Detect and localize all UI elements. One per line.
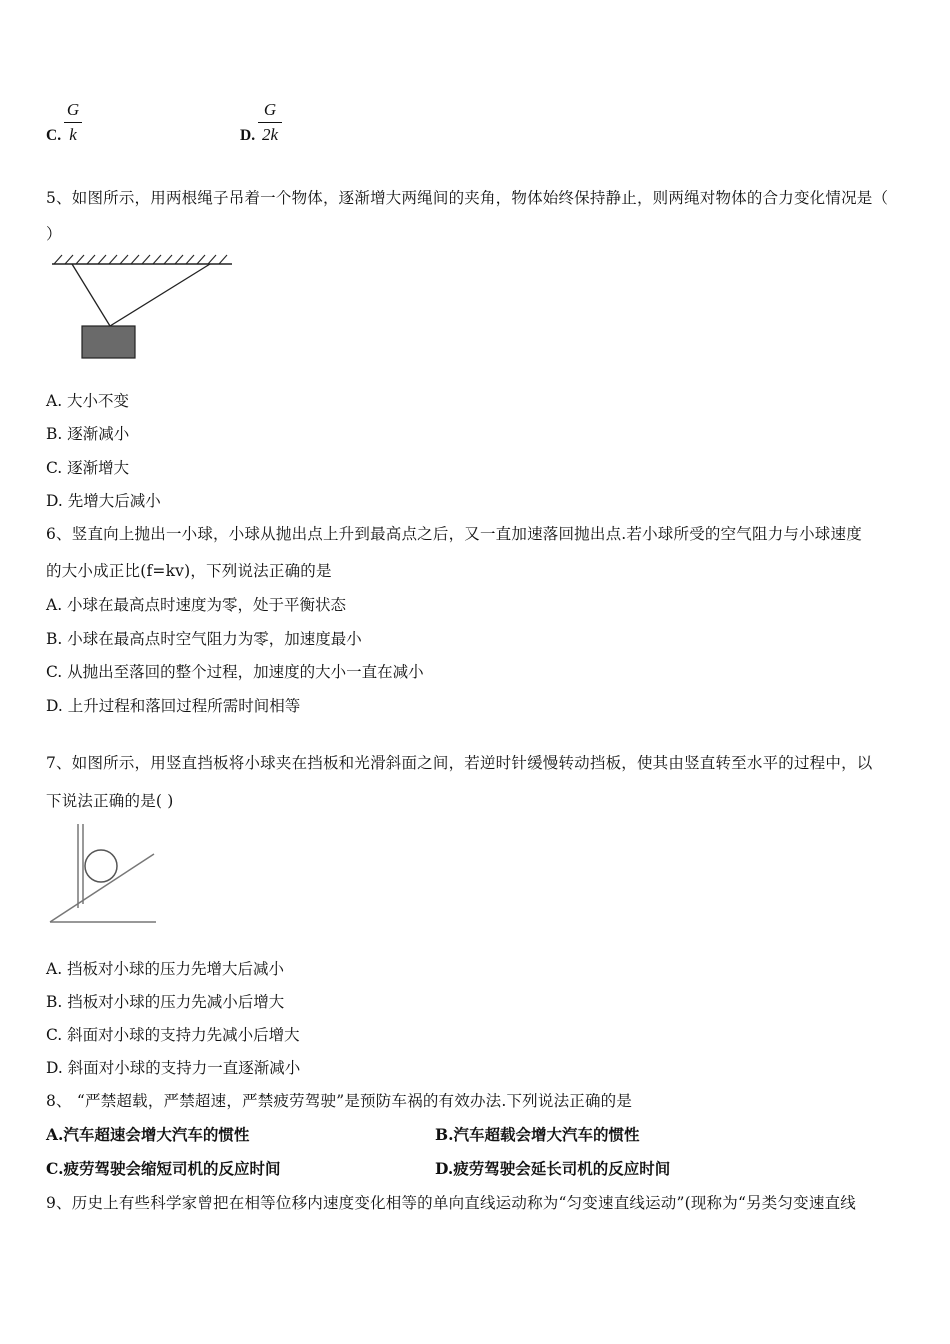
q5-option-d: D. 先增大后减小 bbox=[46, 492, 161, 510]
q8-option-c: C.疲劳驾驶会缩短司机的反应时间 bbox=[46, 1159, 281, 1178]
q6-option-c: C. 从抛出至落回的整个过程，加速度的大小一直在减小 bbox=[46, 663, 424, 681]
q6-stem-line2: 的大小成正比(f=kv)，下列说法正确的是 bbox=[46, 562, 332, 580]
q8-stem: 8、 “严禁超载，严禁超速，严禁疲劳驾驶”是预防车祸的有效办法.下列说法正确的是 bbox=[46, 1092, 633, 1110]
option-d-denominator: 2k bbox=[261, 125, 279, 144]
q7-option-b: B. 挡板对小球的压力先减小后增大 bbox=[46, 993, 285, 1011]
q7-option-a: A. 挡板对小球的压力先增大后减小 bbox=[46, 960, 285, 978]
q6-option-d: D. 上升过程和落回过程所需时间相等 bbox=[46, 697, 301, 715]
option-d-numerator: G bbox=[263, 100, 277, 119]
q6-option-a: A. 小球在最高点时速度为零，处于平衡状态 bbox=[46, 596, 347, 614]
q5-stem-line2: ） bbox=[46, 225, 62, 243]
q8-option-b: B.汽车超载会增大汽车的惯性 bbox=[435, 1125, 640, 1144]
ball-incline-diagram bbox=[46, 820, 162, 928]
q6-option-b: B. 小球在最高点时空气阻力为零，加速度最小 bbox=[46, 630, 362, 648]
q5-option-a: A. 大小不变 bbox=[46, 392, 130, 410]
q8-option-a: A.汽车超速会增大汽车的惯性 bbox=[46, 1125, 250, 1144]
option-d-label: D. bbox=[240, 127, 256, 144]
q5-stem-line1: 5、如图所示，用两根绳子吊着一个物体，逐渐增大两绳间的夹角，物体始终保持静止，则两绳对物体的合力变化情况是（ bbox=[46, 189, 889, 207]
option-c-fraction bbox=[64, 100, 82, 145]
q8-option-d: D.疲劳驾驶会延长司机的反应时间 bbox=[435, 1159, 671, 1178]
q7-stem-line1: 7、如图所示，用竖直挡板将小球夹在挡板和光滑斜面之间，若逆时针缓慢转动挡板，使其由竖直转至水平的过程中，以 bbox=[46, 754, 873, 772]
q7-option-d: D. 斜面对小球的支持力一直逐渐减小 bbox=[46, 1059, 301, 1077]
q5-option-c: C. 逐渐增大 bbox=[46, 459, 130, 477]
option-c-numerator: G bbox=[66, 100, 80, 119]
option-c-label: C. bbox=[46, 127, 62, 144]
q5-option-b: B. 逐渐减小 bbox=[46, 425, 130, 443]
option-c-denominator: k bbox=[69, 125, 77, 144]
q7-option-c: C. 斜面对小球的支持力先减小后增大 bbox=[46, 1026, 300, 1044]
hanging-block-diagram bbox=[48, 252, 238, 364]
q9-stem-line1: 9、历史上有些科学家曾把在相等位移内速度变化相等的单向直线运动称为“匀变速直线运动”(现称为“另类匀变速直线 bbox=[46, 1194, 856, 1212]
q7-stem-line2: 下说法正确的是( ) bbox=[46, 792, 174, 810]
q6-stem-line1: 6、竖直向上抛出一小球，小球从抛出点上升到最高点之后，又一直加速落回抛出点.若小球所受的空气阻力与小球速度 bbox=[46, 525, 862, 543]
option-d-fraction bbox=[258, 100, 282, 145]
